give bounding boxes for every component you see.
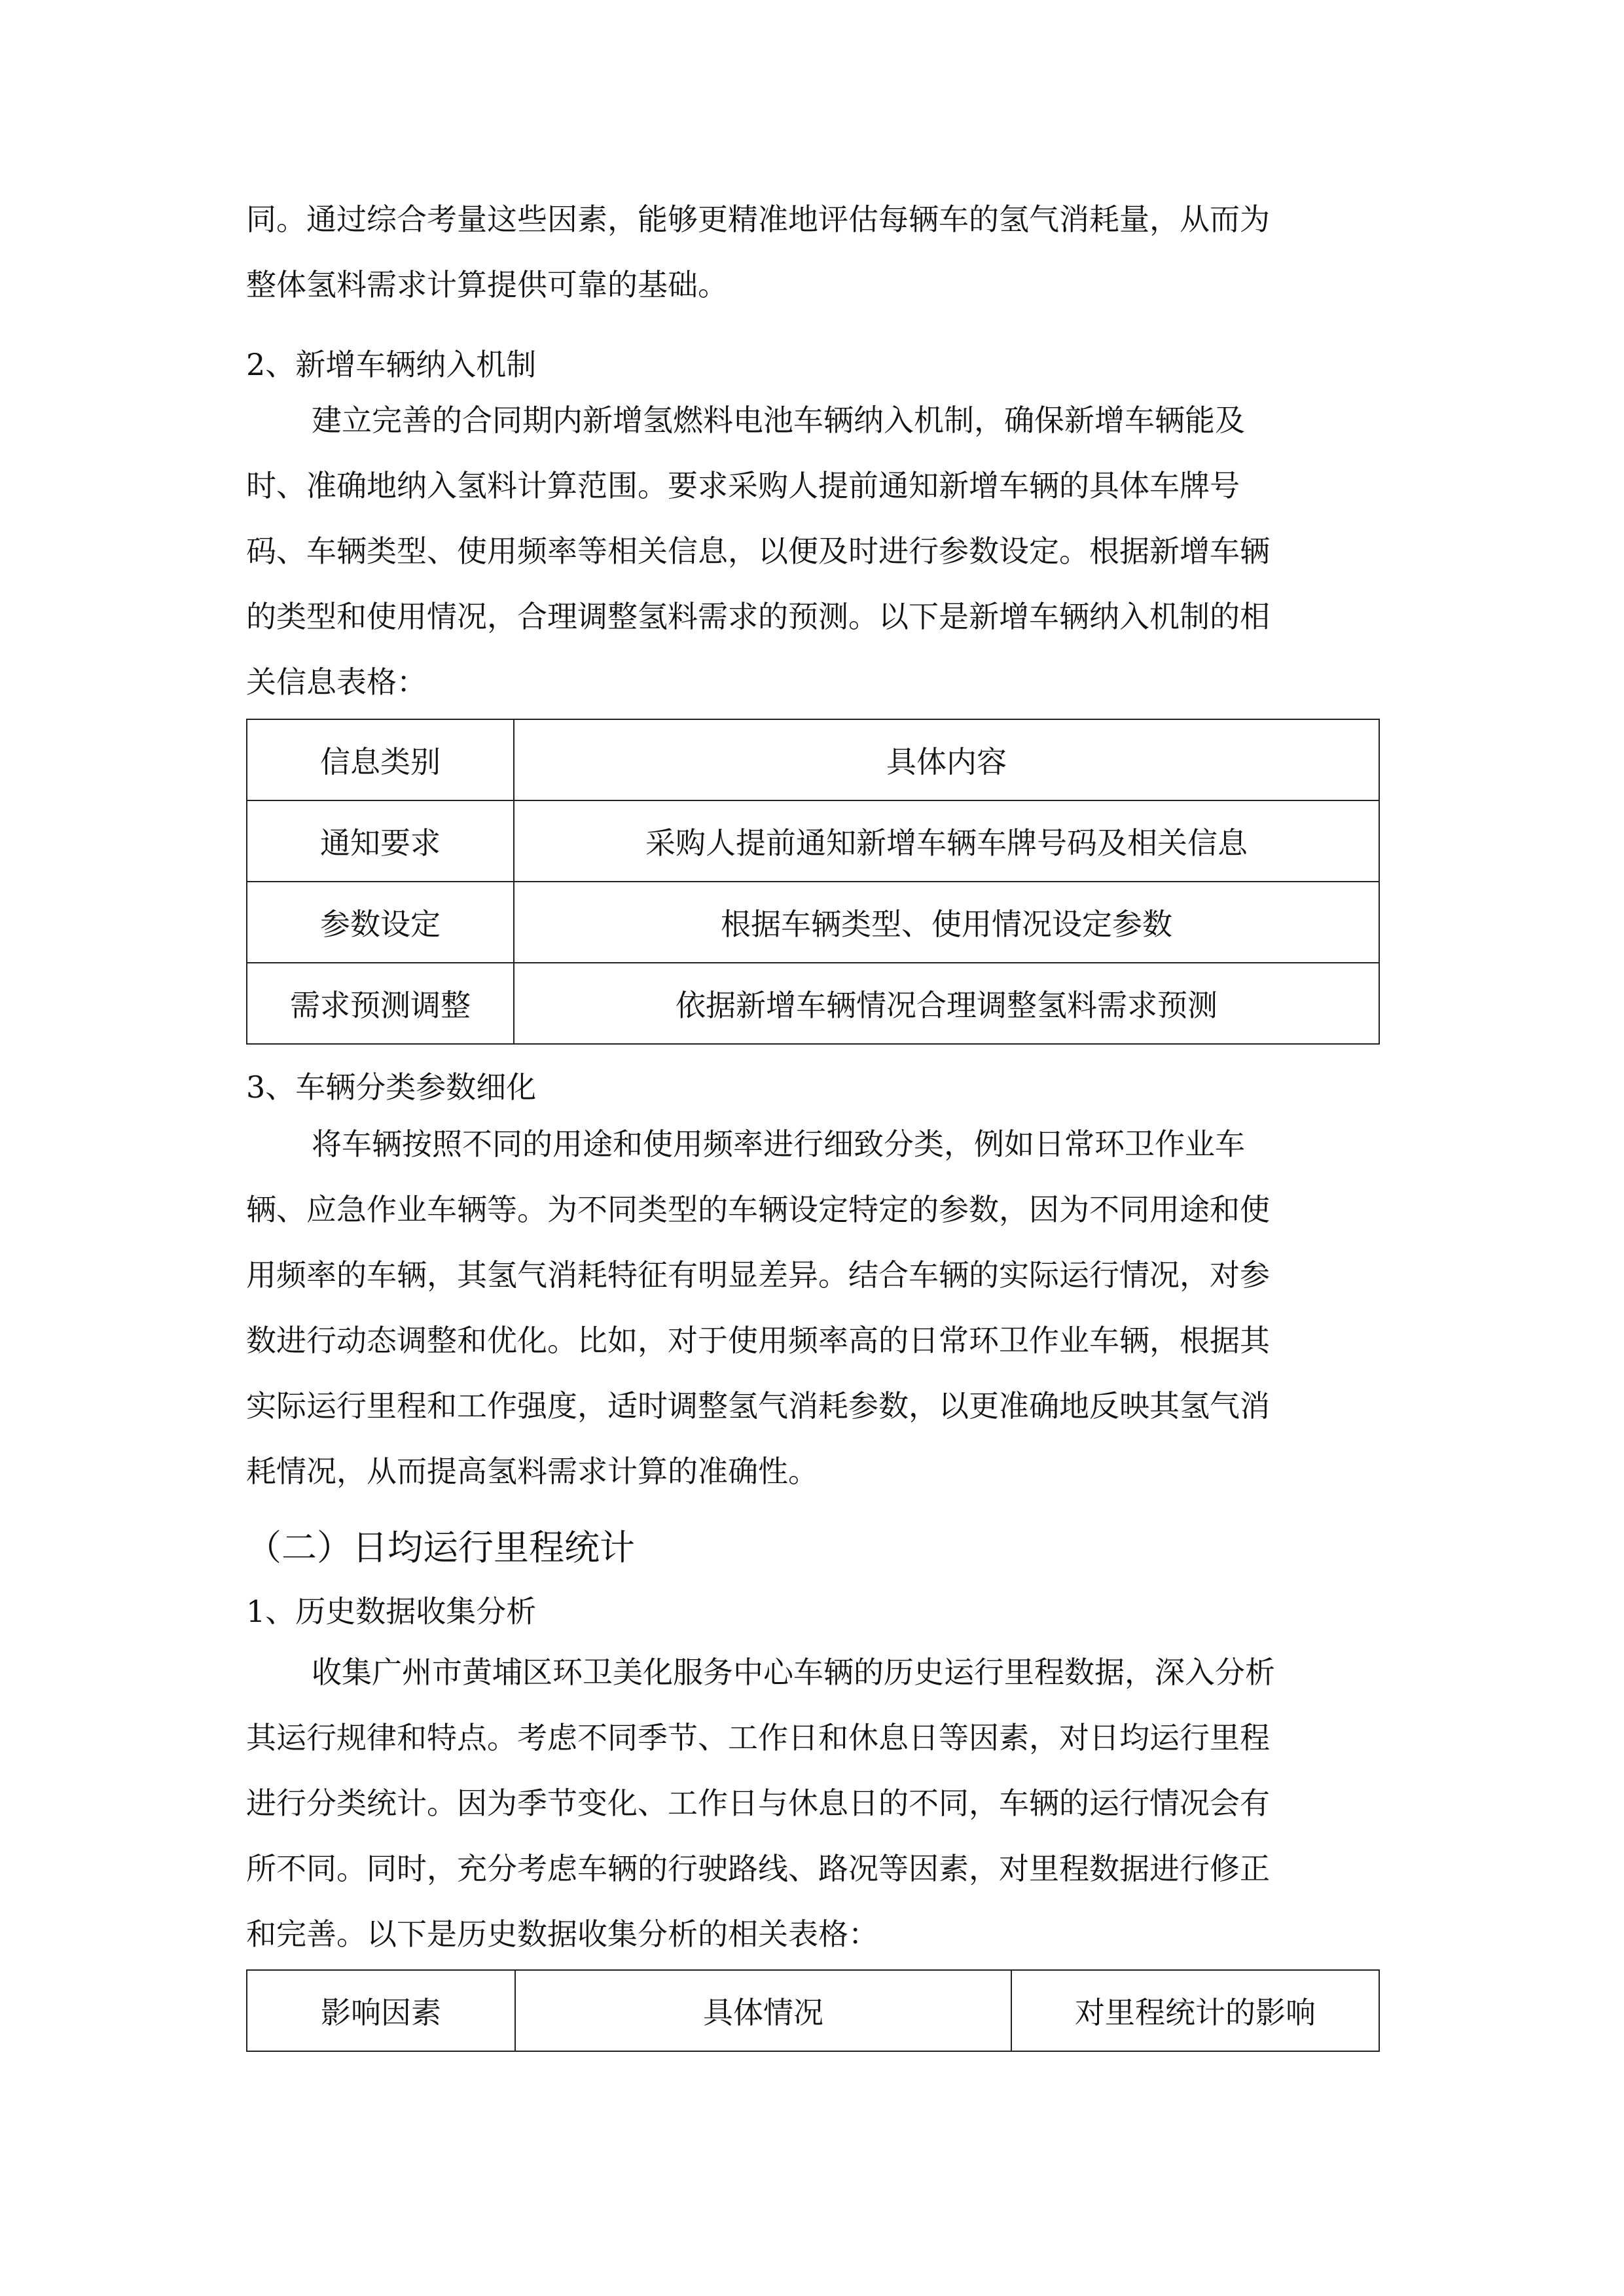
section2-line-3: 码、车辆类型、使用频率等相关信息，以便及时进行参数设定。根据新增车辆 [246,533,1270,569]
table-header-row [247,719,1379,800]
table-header-cell: 对里程统计的影响 [1011,1970,1379,2051]
section2-line-1: 建立完善的合同期内新增氢燃料电池车辆纳入机制，确保新增车辆能及 [312,403,1245,438]
section3-line-2: 辆、应急作业车辆等。为不同类型的车辆设定特定的参数，因为不同用途和使 [246,1192,1270,1227]
section3-line-4: 数进行动态调整和优化。比如，对于使用频率高的日常环卫作业车辆，根据其 [246,1323,1270,1358]
table-cell: 依据新增车辆情况合理调整氢料需求预测 [514,963,1379,1044]
intro-line-1: 同。通过综合考量这些因素，能够更精准地评估每辆车的氢气消耗量，从而为 [246,202,1270,237]
part2-sub1-heading: 1、历史数据收集分析 [246,1594,537,1629]
part2-sub1-line-4: 所不同。同时，充分考虑车辆的行驶路线、路况等因素，对里程数据进行修正 [246,1851,1270,1886]
part2-sub1-line-3: 进行分类统计。因为季节变化、工作日与休息日的不同，车辆的运行情况会有 [246,1785,1270,1821]
section3-line-3: 用频率的车辆，其氢气消耗特征有明显差异。结合车辆的实际运行情况，对参 [246,1257,1270,1293]
part2-sub1-line-5: 和完善。以下是历史数据收集分析的相关表格： [246,1916,878,1952]
table-header-cell: 具体内容 [514,719,1379,800]
table-header-cell: 具体情况 [515,1970,1011,2051]
table-cell: 通知要求 [247,800,514,882]
part2-sub1-line-2: 其运行规律和特点。考虑不同季节、工作日和休息日等因素，对日均运行里程 [246,1720,1270,1755]
history-data-table [246,1969,1380,2052]
table-header-row [247,1970,1379,2051]
table-row [247,963,1379,1044]
section2-line-5: 关信息表格： [246,664,427,700]
table-row [247,882,1379,963]
table-header-cell: 影响因素 [247,1970,515,2051]
table-cell: 参数设定 [247,882,514,963]
table-cell: 根据车辆类型、使用情况设定参数 [514,882,1379,963]
table-cell: 需求预测调整 [247,963,514,1044]
section3-line-6: 耗情况，从而提高氢料需求计算的准确性。 [246,1454,818,1489]
section3-line-5: 实际运行里程和工作强度，适时调整氢气消耗参数，以更准确地反映其氢气消 [246,1388,1270,1424]
intro-line-2: 整体氢料需求计算提供可靠的基础。 [246,267,728,302]
section2-line-2: 时、准确地纳入氢料计算范围。要求采购人提前通知新增车辆的具体车牌号 [246,468,1240,503]
table-cell: 采购人提前通知新增车辆车牌号码及相关信息 [514,800,1379,882]
part2-sub1-line-1: 收集广州市黄埔区环卫美化服务中心车辆的历史运行里程数据，深入分析 [312,1655,1275,1690]
section2-line-4: 的类型和使用情况，合理调整氢料需求的预测。以下是新增车辆纳入机制的相 [246,599,1270,634]
table-row [247,800,1379,882]
section2-heading: 2、新增车辆纳入机制 [246,347,537,382]
new-vehicle-info-table [246,719,1380,1045]
part2-heading: （二）日均运行里程统计 [246,1527,635,1568]
section3-heading: 3、车辆分类参数细化 [246,1069,537,1105]
table-header-cell: 信息类别 [247,719,514,800]
section3-line-1: 将车辆按照不同的用途和使用频率进行细致分类，例如日常环卫作业车 [312,1126,1245,1162]
